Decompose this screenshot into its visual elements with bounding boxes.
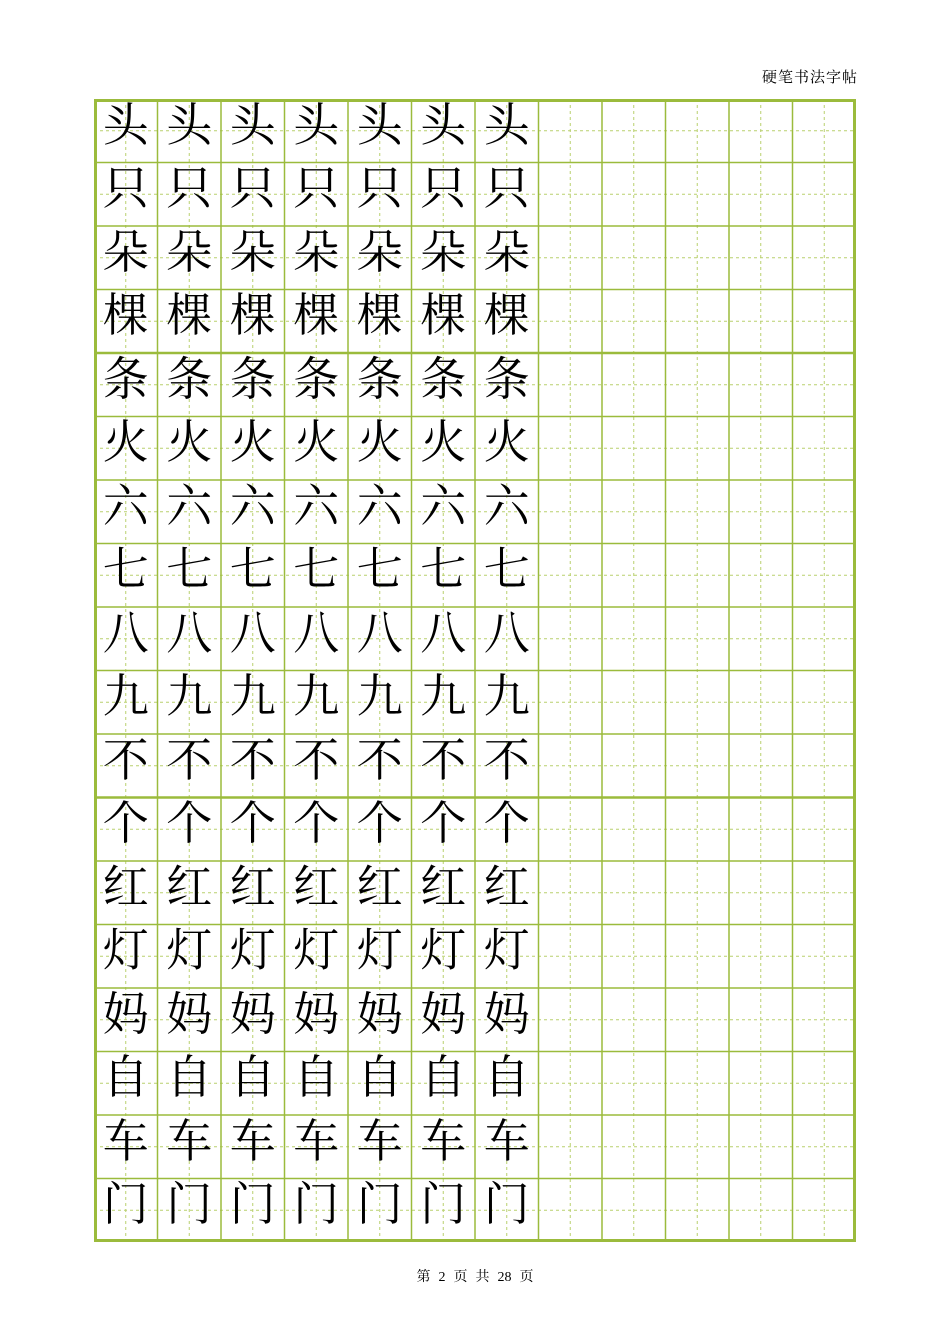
practice-character: 火 xyxy=(420,415,467,470)
practice-character: 妈 xyxy=(166,986,213,1041)
practice-character: 车 xyxy=(229,1113,276,1168)
footer-total-unit: 页 xyxy=(519,1270,534,1285)
practice-character: 条 xyxy=(420,351,467,406)
practice-character: 七 xyxy=(483,542,530,597)
practice-character: 棵 xyxy=(293,288,340,343)
practice-character: 条 xyxy=(483,351,530,406)
practice-character: 朵 xyxy=(483,224,530,279)
practice-character: 门 xyxy=(229,1177,276,1232)
practice-grid-sheet xyxy=(94,99,856,1242)
practice-character: 八 xyxy=(420,605,467,660)
practice-character: 头 xyxy=(166,97,213,152)
practice-character: 门 xyxy=(356,1177,403,1232)
practice-character: 九 xyxy=(293,669,340,724)
practice-character: 棵 xyxy=(166,288,213,343)
practice-character: 不 xyxy=(229,732,276,787)
practice-character: 棵 xyxy=(420,288,467,343)
practice-character: 头 xyxy=(229,97,276,152)
page-footer xyxy=(0,1266,950,1286)
practice-character: 八 xyxy=(166,605,213,660)
practice-character: 车 xyxy=(483,1113,530,1168)
practice-character: 七 xyxy=(356,542,403,597)
practice-character: 条 xyxy=(102,351,149,406)
practice-character: 个 xyxy=(229,796,276,851)
practice-character: 红 xyxy=(229,859,276,914)
practice-character: 朵 xyxy=(102,224,149,279)
practice-character: 火 xyxy=(166,415,213,470)
practice-character: 七 xyxy=(420,542,467,597)
practice-character: 妈 xyxy=(102,986,149,1041)
practice-character: 六 xyxy=(483,478,530,533)
practice-character: 个 xyxy=(166,796,213,851)
practice-character: 不 xyxy=(483,732,530,787)
practice-character: 头 xyxy=(420,97,467,152)
practice-character: 朵 xyxy=(356,224,403,279)
practice-character: 棵 xyxy=(483,288,530,343)
practice-character: 车 xyxy=(293,1113,340,1168)
practice-character: 六 xyxy=(166,478,213,533)
practice-character: 只 xyxy=(356,161,403,216)
practice-character: 个 xyxy=(483,796,530,851)
practice-character: 灯 xyxy=(483,923,530,978)
practice-character: 六 xyxy=(102,478,149,533)
practice-character: 条 xyxy=(166,351,213,406)
practice-character: 车 xyxy=(356,1113,403,1168)
practice-character: 九 xyxy=(356,669,403,724)
practice-character: 不 xyxy=(293,732,340,787)
practice-character: 门 xyxy=(102,1177,149,1232)
practice-character: 八 xyxy=(483,605,530,660)
practice-character: 头 xyxy=(356,97,403,152)
practice-character: 自 xyxy=(420,1050,467,1105)
practice-character: 个 xyxy=(420,796,467,851)
page-header-title: 硬笔书法字帖 xyxy=(761,68,858,86)
practice-character: 火 xyxy=(356,415,403,470)
practice-character: 灯 xyxy=(166,923,213,978)
practice-character: 不 xyxy=(102,732,149,787)
practice-character: 朵 xyxy=(166,224,213,279)
practice-character: 八 xyxy=(293,605,340,660)
practice-character: 自 xyxy=(293,1050,340,1105)
practice-character: 九 xyxy=(420,669,467,724)
footer-total-pages: 28 xyxy=(497,1270,512,1285)
footer-total-prefix: 共 xyxy=(475,1270,490,1285)
practice-character: 妈 xyxy=(229,986,276,1041)
practice-character: 车 xyxy=(102,1113,149,1168)
practice-character: 九 xyxy=(102,669,149,724)
practice-character: 自 xyxy=(483,1050,530,1105)
footer-prefix: 第 xyxy=(416,1270,431,1285)
practice-character: 六 xyxy=(293,478,340,533)
practice-character: 妈 xyxy=(293,986,340,1041)
practice-character: 灯 xyxy=(229,923,276,978)
practice-character: 不 xyxy=(356,732,403,787)
practice-character: 六 xyxy=(356,478,403,533)
practice-character: 红 xyxy=(293,859,340,914)
practice-character: 不 xyxy=(420,732,467,787)
practice-character: 车 xyxy=(166,1113,213,1168)
practice-character: 九 xyxy=(229,669,276,724)
practice-character: 头 xyxy=(102,97,149,152)
practice-character: 红 xyxy=(483,859,530,914)
practice-character: 七 xyxy=(293,542,340,597)
practice-character: 棵 xyxy=(229,288,276,343)
practice-character: 头 xyxy=(483,97,530,152)
practice-character: 只 xyxy=(166,161,213,216)
practice-character: 灯 xyxy=(102,923,149,978)
practice-character: 红 xyxy=(102,859,149,914)
practice-character: 红 xyxy=(420,859,467,914)
practice-character: 车 xyxy=(420,1113,467,1168)
practice-character: 棵 xyxy=(102,288,149,343)
practice-character: 八 xyxy=(356,605,403,660)
practice-character: 头 xyxy=(293,97,340,152)
practice-character: 自 xyxy=(356,1050,403,1105)
practice-character: 七 xyxy=(102,542,149,597)
practice-character: 六 xyxy=(229,478,276,533)
practice-character: 火 xyxy=(102,415,149,470)
practice-character: 火 xyxy=(293,415,340,470)
practice-character: 妈 xyxy=(483,986,530,1041)
practice-character: 红 xyxy=(356,859,403,914)
practice-character: 朵 xyxy=(229,224,276,279)
practice-character: 棵 xyxy=(356,288,403,343)
practice-character: 自 xyxy=(166,1050,213,1105)
practice-character: 门 xyxy=(420,1177,467,1232)
practice-character: 门 xyxy=(483,1177,530,1232)
practice-character: 只 xyxy=(483,161,530,216)
practice-character: 灯 xyxy=(356,923,403,978)
practice-character: 个 xyxy=(293,796,340,851)
practice-character: 朵 xyxy=(293,224,340,279)
practice-character: 妈 xyxy=(420,986,467,1041)
practice-character: 个 xyxy=(102,796,149,851)
practice-character: 九 xyxy=(166,669,213,724)
practice-character: 七 xyxy=(166,542,213,597)
practice-character: 门 xyxy=(166,1177,213,1232)
practice-character: 朵 xyxy=(420,224,467,279)
practice-character: 门 xyxy=(293,1177,340,1232)
practice-character: 妈 xyxy=(356,986,403,1041)
practice-character: 只 xyxy=(229,161,276,216)
practice-character: 六 xyxy=(420,478,467,533)
practice-character: 灯 xyxy=(420,923,467,978)
practice-character: 条 xyxy=(293,351,340,406)
practice-character: 自 xyxy=(229,1050,276,1105)
practice-character: 条 xyxy=(229,351,276,406)
practice-character: 火 xyxy=(483,415,530,470)
practice-character: 只 xyxy=(293,161,340,216)
practice-character: 红 xyxy=(166,859,213,914)
practice-character: 只 xyxy=(102,161,149,216)
practice-character: 八 xyxy=(102,605,149,660)
practice-character: 条 xyxy=(356,351,403,406)
practice-character: 灯 xyxy=(293,923,340,978)
practice-character: 七 xyxy=(229,542,276,597)
practice-character: 不 xyxy=(166,732,213,787)
practice-character: 只 xyxy=(420,161,467,216)
practice-character: 个 xyxy=(356,796,403,851)
practice-character: 火 xyxy=(229,415,276,470)
practice-character: 九 xyxy=(483,669,530,724)
footer-page-number: 2 xyxy=(438,1270,446,1285)
footer-page-unit: 页 xyxy=(453,1270,468,1285)
practice-character: 八 xyxy=(229,605,276,660)
practice-character: 自 xyxy=(102,1050,149,1105)
